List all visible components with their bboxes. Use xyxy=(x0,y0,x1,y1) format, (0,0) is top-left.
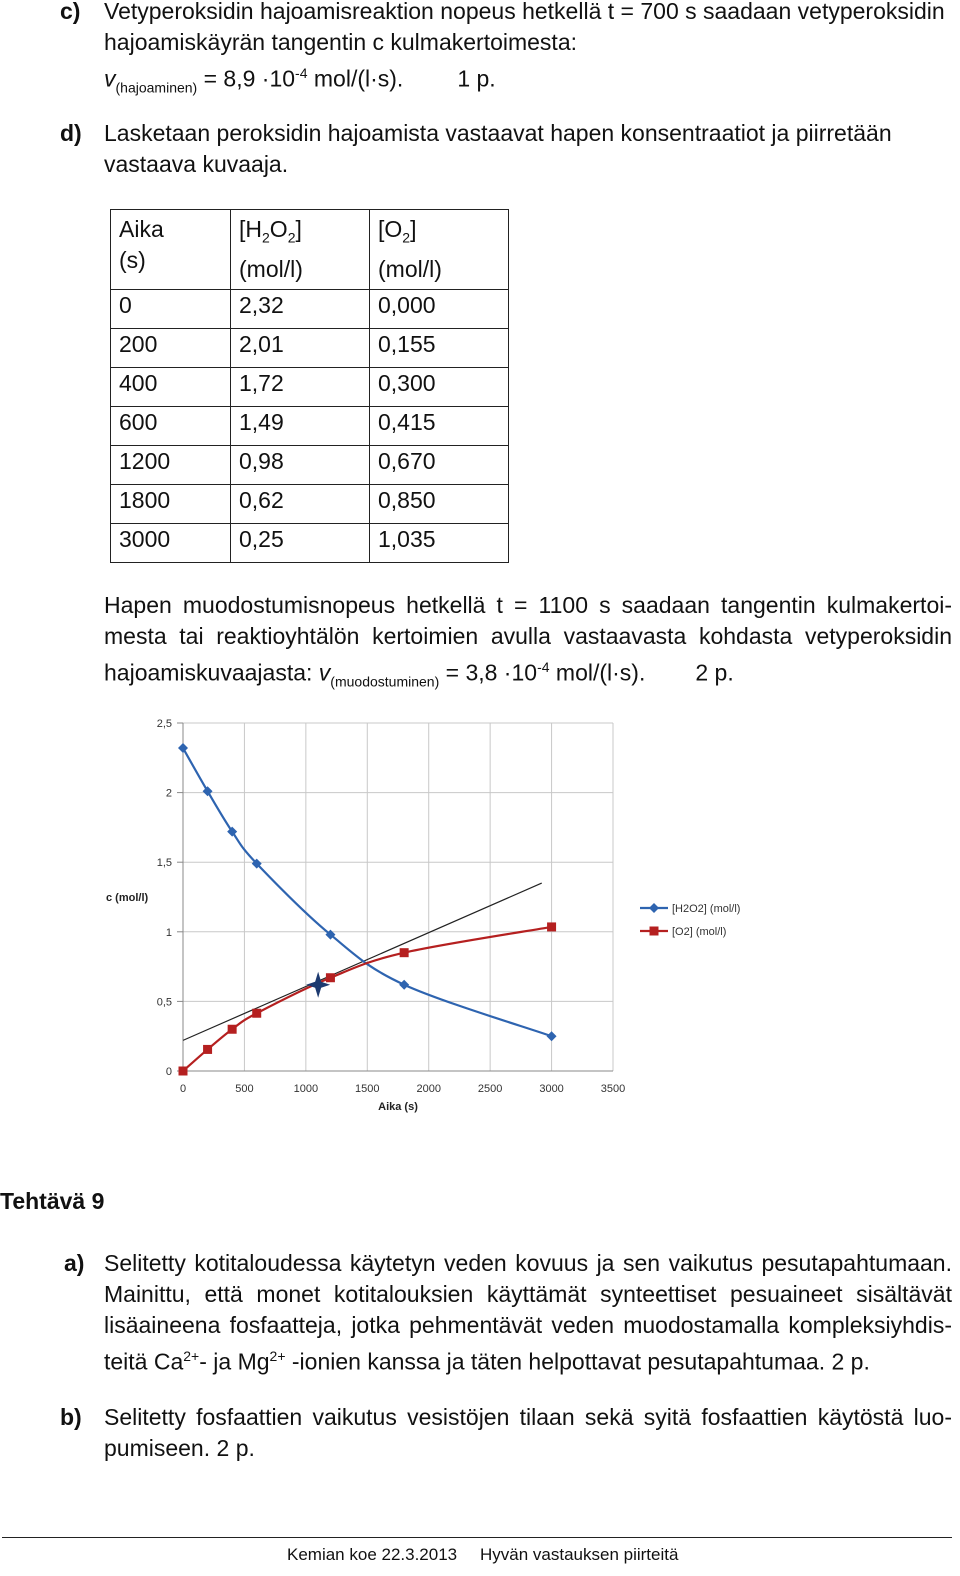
table-row xyxy=(111,289,509,328)
task9-b-line2: pumiseen. 2 p. xyxy=(104,1435,255,1461)
oxygen-line3 xyxy=(104,652,952,697)
chart-grid xyxy=(177,723,613,1071)
concentration-table xyxy=(110,209,509,563)
legend xyxy=(640,903,740,938)
task9-a-line4-pre: teitä Ca xyxy=(104,1348,184,1375)
x-tick-label: 3000 xyxy=(539,1083,564,1095)
y-tick-label: 0,5 xyxy=(156,996,172,1009)
part-c-line2: hajoamiskäyrän tangentin c kulmakertoimesta: xyxy=(104,29,578,55)
cell-o2: 0,300 xyxy=(370,367,509,406)
y-tick-label: 1 xyxy=(165,926,172,939)
x-tick-label: 0 xyxy=(179,1083,187,1095)
x-tick-label: 2000 xyxy=(416,1083,441,1095)
part-d-text xyxy=(104,118,954,180)
task9-b-label: b) xyxy=(60,1404,82,1430)
x-tick-label: 500 xyxy=(235,1083,254,1095)
footer-left: Kemian koe 22.3.2013 xyxy=(287,1545,458,1564)
x-tick-label: 1000 xyxy=(293,1083,319,1095)
cell-o2: 0,000 xyxy=(370,289,509,328)
data-point-o2 xyxy=(400,948,409,957)
header-h2o2-unit: (mol/l) xyxy=(239,255,303,282)
header-time-label: Aika xyxy=(119,216,164,242)
legend-marker-o2 xyxy=(650,927,659,936)
oxygen-line3-pre: hajoamiskuvaajasta: xyxy=(104,659,319,686)
task9-a-label: a) xyxy=(64,1250,85,1276)
task9-a-sup2: 2+ xyxy=(269,1348,286,1364)
cell-o2: 0,850 xyxy=(370,484,509,523)
data-point-h2o2 xyxy=(178,743,188,753)
task9-a-line4-post: -ionien kanssa ja täten helpottavat pesutapahtumaa. 2 p. xyxy=(285,1348,870,1375)
header-h2o2-label: $[H_2O_2]$ xyxy=(239,216,302,246)
y-tick-label: 2,5 xyxy=(156,718,172,730)
y-tick-label: 0 xyxy=(165,1066,172,1078)
oxygen-eq: = 3,8 ·10 xyxy=(439,659,538,686)
data-point-o2 xyxy=(547,922,556,931)
data-point-o2 xyxy=(179,1067,188,1076)
cell-time: 600 xyxy=(111,406,231,445)
y-tick-label: 2 xyxy=(165,787,172,800)
oxygen-rate-paragraph xyxy=(104,590,952,697)
task9-a-line3: lisäaineena fosfaatteja, jotka pehmentävät veden muodostamalla kompleksiyhdis- xyxy=(104,1312,952,1338)
data-point-o2 xyxy=(326,973,335,982)
cell-h2o2: 0,98 xyxy=(231,445,370,484)
footer-right: Hyvän vastauksen piirteitä xyxy=(480,1545,679,1564)
table-row xyxy=(111,367,509,406)
oxygen-v: v xyxy=(318,659,331,686)
task9-a-line4 xyxy=(104,1341,952,1378)
task9-a-text xyxy=(104,1248,952,1378)
data-point-o2 xyxy=(252,1009,261,1018)
header-time-unit: (s) xyxy=(119,247,146,273)
cell-h2o2: 2,32 xyxy=(231,289,370,328)
cell-time: 200 xyxy=(111,328,231,367)
oxygen-line2: mesta tai reaktioyhtälön kertoimien avulla vastaavasta kohdasta vetyperoksidin xyxy=(104,623,952,649)
header-o2 xyxy=(370,210,509,290)
part-d-line2: vastaava kuvaaja. xyxy=(104,151,289,177)
part-c-label: c) xyxy=(60,0,81,24)
cell-time: 1200 xyxy=(111,445,231,484)
data-point-o2 xyxy=(228,1025,237,1034)
cell-h2o2: 2,01 xyxy=(231,328,370,367)
part-c-line1: Vetyperoksidin hajoamisreaktion nopeus hetkellä t = 700 s saadaan vetyperoksidin xyxy=(104,0,945,24)
cell-h2o2: 1,49 xyxy=(231,406,370,445)
task9-a-line2: Mainittu, että monet kotitalouksien käyttämät synteettiset pesuaineet sisältävät xyxy=(104,1281,952,1307)
data-point-o2 xyxy=(203,1045,212,1054)
oxygen-unit: mol/(l·s). xyxy=(549,659,646,686)
x-tick-label: 1500 xyxy=(355,1083,380,1095)
part-c-exp: -4 xyxy=(295,65,308,81)
cell-o2: 0,415 xyxy=(370,406,509,445)
part-d-label: d) xyxy=(60,120,82,146)
part-c-text xyxy=(104,0,954,103)
task9-a-sup1: 2+ xyxy=(183,1348,200,1364)
cell-o2: 0,155 xyxy=(370,328,509,367)
cell-h2o2: 0,25 xyxy=(231,523,370,562)
cell-time: 400 xyxy=(111,367,231,406)
concentration-chart xyxy=(100,710,780,1120)
chart-ticks xyxy=(157,718,626,1095)
cell-o2: 0,670 xyxy=(370,445,509,484)
table-row xyxy=(111,406,509,445)
part-c-v: v xyxy=(104,65,116,92)
y-axis-label: c (mol/l) xyxy=(106,892,149,904)
cell-h2o2: 1,72 xyxy=(231,367,370,406)
header-o2-label: $[O_2]$ xyxy=(378,216,417,246)
cell-time: 0 xyxy=(111,289,231,328)
oxygen-points: 2 p. xyxy=(695,659,734,686)
part-c-points: 1 p. xyxy=(457,65,496,92)
part-c-eq: = 8,9 ·10 xyxy=(197,65,296,92)
task9-b-line1: Selitetty fosfaattien vaikutus vesistöjen tilaan sekä syitä fosfaattien käytöstä luo- xyxy=(104,1404,952,1430)
task9-a-line1: Selitetty kotitaloudessa käytetyn veden kovuus ja sen vaikutus pesutapahtumaan. xyxy=(104,1250,952,1276)
table-row xyxy=(111,328,509,367)
task9-a-line4-mid: - ja Mg xyxy=(199,1348,270,1375)
x-axis-label: Aika (s) xyxy=(378,1101,418,1113)
legend-label: [H2O2] (mol/l) xyxy=(672,903,741,915)
cell-o2: 1,035 xyxy=(370,523,509,562)
table-row xyxy=(111,523,509,562)
cell-h2o2: 0,62 xyxy=(231,484,370,523)
part-c-v-sub: (hajoaminen) xyxy=(115,79,198,96)
table-row xyxy=(111,484,509,523)
part-d-line1: Lasketaan peroksidin hajoamista vastaavat hapen konsentraatiot ja piirretään xyxy=(104,120,892,146)
data-point-h2o2 xyxy=(399,980,409,990)
data-point-h2o2 xyxy=(547,1031,557,1041)
x-tick-label: 3500 xyxy=(600,1083,626,1095)
legend-marker-h2o2 xyxy=(649,903,659,913)
header-o2-unit: (mol/l) xyxy=(378,255,442,282)
header-h2o2 xyxy=(231,210,370,290)
task9-title: Tehtävä 9 xyxy=(0,1188,105,1214)
part-c-formula xyxy=(104,58,954,103)
header-time xyxy=(111,210,231,290)
data-point-h2o2 xyxy=(203,786,213,796)
footer-divider xyxy=(2,1537,952,1538)
cell-time: 3000 xyxy=(111,523,231,562)
task9-b-text xyxy=(104,1402,952,1464)
oxygen-v-sub: (muodostuminen) xyxy=(330,673,440,690)
table-header-row xyxy=(111,210,509,290)
y-tick-label: 1,5 xyxy=(156,857,172,870)
oxygen-line1: Hapen muodostumisnopeus hetkellä t = 1100 s saadaan tangentin kulmakertoi- xyxy=(104,592,952,618)
oxygen-exp: -4 xyxy=(537,659,550,675)
part-c-unit: mol/(l·s). xyxy=(307,65,404,92)
legend-label: [O2] (mol/l) xyxy=(672,926,727,938)
table-row xyxy=(111,445,509,484)
cell-time: 1800 xyxy=(111,484,231,523)
x-tick-label: 2500 xyxy=(477,1083,503,1095)
